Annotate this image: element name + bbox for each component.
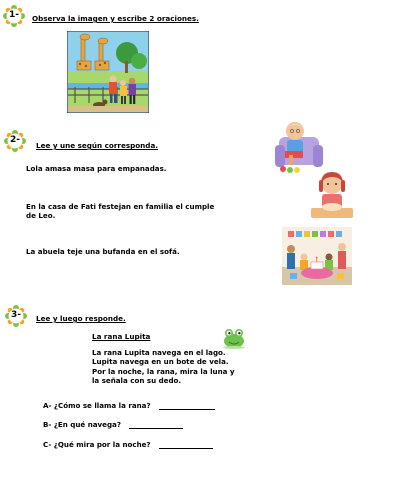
- answer-line-a[interactable]: [159, 402, 215, 410]
- section-3-instruction: Lee y luego responde.: [36, 314, 126, 323]
- girl-kneading-illustration: [309, 170, 355, 222]
- family-party-illustration: [282, 227, 352, 285]
- section-3-badge: [5, 305, 27, 327]
- grandma-knitting-illustration: [273, 119, 323, 174]
- answer-line-b[interactable]: [129, 421, 183, 429]
- story-title: La rana Lupita: [92, 332, 151, 341]
- section-2-badge: [4, 130, 26, 152]
- story-line: La rana Lupita navega en el lago.: [92, 348, 226, 357]
- zoo-illustration: [67, 31, 149, 113]
- question-b-text: B- ¿En qué navega?: [43, 420, 121, 429]
- sentence-3: La abuela teje una bufanda en el sofá.: [26, 247, 180, 256]
- section-1-badge: [3, 5, 25, 27]
- section-1-instruction: Observa la imagen y escribe 2 oraciones.: [32, 14, 199, 23]
- question-c: [43, 440, 213, 449]
- section-2-number: 2-: [10, 135, 20, 145]
- answer-line-c[interactable]: [159, 441, 213, 449]
- section-2-instruction: Lee y une según corresponda.: [36, 141, 159, 150]
- sentence-1: Lola amasa masa para empanadas.: [26, 164, 167, 173]
- section-1-number: 1-: [9, 10, 19, 20]
- question-c-text: C- ¿Qué mira por la noche?: [43, 440, 151, 449]
- story-line: la señala con su dedo.: [92, 375, 182, 385]
- section-3-number: 3-: [11, 310, 21, 320]
- question-a: [43, 401, 215, 410]
- frog-illustration: [222, 327, 246, 349]
- sentence-2: En la casa de Fati festejan en familia el cumple de Leo.: [26, 202, 215, 220]
- story-text: [92, 348, 235, 385]
- story-line: Lupita navega en un bote de vela.: [92, 357, 229, 367]
- question-b: [43, 420, 183, 429]
- question-a-text: A- ¿Cómo se llama la rana?: [43, 401, 151, 410]
- story-line: Por la noche, la rana, mira la luna y: [92, 366, 235, 376]
